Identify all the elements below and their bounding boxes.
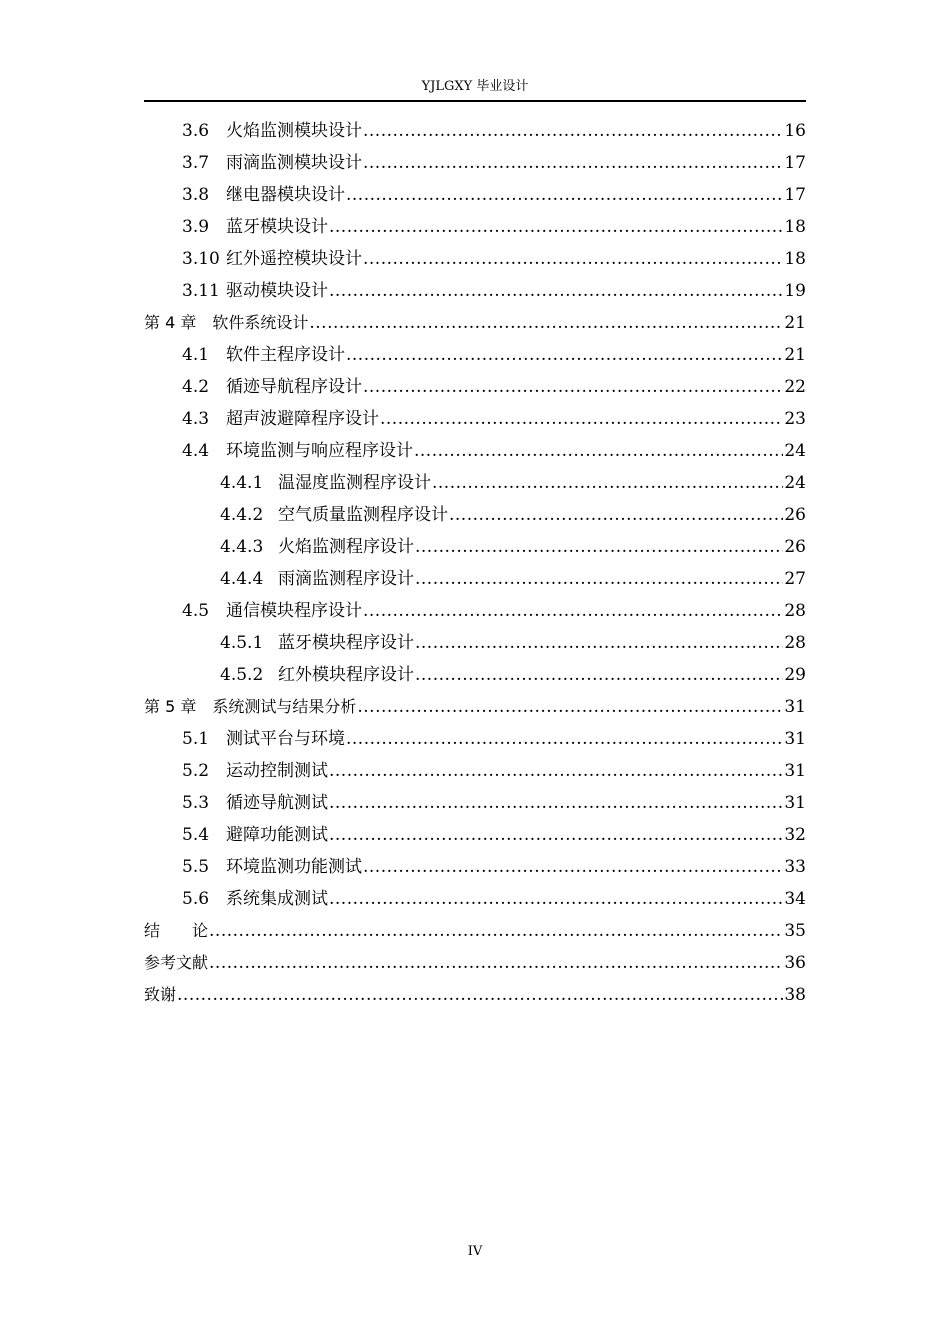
toc-section-title: 蓝牙模块程序设计: [278, 633, 414, 653]
toc-section-title: 运动控制测试: [226, 761, 328, 781]
toc-entry[interactable]: [144, 147, 806, 179]
toc-section-title: 蓝牙模块设计: [226, 217, 328, 237]
toc-section-number: 5.6: [182, 889, 210, 909]
toc-page-number: 31: [784, 761, 806, 781]
toc-entry[interactable]: [144, 947, 806, 979]
toc-page-number: 28: [784, 601, 806, 621]
toc-section-title: 超声波避障程序设计: [226, 409, 379, 429]
toc-dot-leader: [209, 947, 783, 979]
toc-section-title: 参考文献: [144, 953, 209, 972]
toc-section-title: 致谢: [144, 985, 177, 1004]
toc-section-title: 温湿度监测程序设计: [278, 473, 431, 493]
toc-page-number: 31: [784, 729, 806, 749]
toc-dot-leader: [329, 883, 783, 915]
toc-page-number: 22: [784, 377, 806, 397]
toc-dot-leader: [363, 147, 783, 179]
toc-entry[interactable]: [144, 179, 806, 211]
toc-entry[interactable]: [144, 691, 806, 723]
toc-page-number: 36: [784, 953, 806, 973]
toc-entry[interactable]: [144, 595, 806, 627]
toc-page-number: 16: [784, 121, 806, 141]
toc-entry[interactable]: [144, 115, 806, 147]
toc-entry[interactable]: [144, 851, 806, 883]
toc-section-title: 雨滴监测模块设计: [226, 153, 362, 173]
toc-page-number: 29: [784, 665, 806, 685]
toc-page-number: 31: [784, 793, 806, 813]
toc-section-number: 5.4: [182, 825, 210, 845]
toc-dot-leader: [380, 403, 783, 435]
toc-page-number: 26: [784, 505, 806, 525]
toc-entry[interactable]: [144, 467, 806, 499]
toc-section-number: 4.3: [182, 409, 210, 429]
toc-entry[interactable]: [144, 627, 806, 659]
toc-page-number: 18: [784, 217, 806, 237]
page-number: IV: [467, 1244, 483, 1259]
toc-dot-leader: [329, 211, 783, 243]
toc-entry[interactable]: [144, 403, 806, 435]
toc-section-title: 系统集成测试: [226, 889, 328, 909]
toc-dot-leader: [363, 115, 783, 147]
toc-dot-leader: [415, 659, 783, 691]
toc-section-title: 结 论: [144, 921, 209, 940]
toc-dot-leader: [415, 627, 783, 659]
toc-section-number: 4.4.1: [220, 473, 264, 493]
toc-entry[interactable]: [144, 211, 806, 243]
toc-dot-leader: [329, 755, 783, 787]
toc-section-title: 驱动模块设计: [226, 281, 328, 301]
toc-section-title: 软件主程序设计: [226, 345, 345, 365]
toc-section-number: 3.8: [182, 185, 210, 205]
toc-dot-leader: [177, 979, 783, 1011]
toc-page-number: 31: [784, 697, 806, 717]
toc-section-title: 环境监测功能测试: [226, 857, 362, 877]
toc-dot-leader: [329, 787, 783, 819]
toc-page-number: 17: [784, 185, 806, 205]
toc-entry[interactable]: [144, 339, 806, 371]
toc-section-number: 4.5.2: [220, 665, 264, 685]
toc-section-number: 4.5: [182, 601, 210, 621]
toc-section-number: 5.2: [182, 761, 210, 781]
toc-dot-leader: [346, 339, 783, 371]
toc-section-number: 3.6: [182, 121, 210, 141]
toc-dot-leader: [415, 563, 783, 595]
toc-section-number: 4.5.1: [220, 633, 264, 653]
toc-section-number: 4.1: [182, 345, 210, 365]
toc-section-number: 5.1: [182, 729, 210, 749]
toc-dot-leader: [329, 819, 783, 851]
toc-page-number: 33: [784, 857, 806, 877]
toc-dot-leader: [309, 307, 783, 339]
toc-dot-leader: [346, 723, 783, 755]
toc-page-number: 18: [784, 249, 806, 269]
toc-entry[interactable]: [144, 243, 806, 275]
toc-page-number: 17: [784, 153, 806, 173]
toc-entry[interactable]: [144, 563, 806, 595]
page-header: YJLGXY 毕业设计: [421, 79, 529, 94]
toc-dot-leader: [414, 435, 783, 467]
toc-section-number: 3.7: [182, 153, 210, 173]
toc-section-number: 4.4.4: [220, 569, 264, 589]
toc-entry[interactable]: [144, 531, 806, 563]
toc-dot-leader: [363, 595, 783, 627]
toc-section-title: 火焰监测程序设计: [278, 537, 414, 557]
toc-page-number: 26: [784, 537, 806, 557]
toc-section-title: 火焰监测模块设计: [226, 121, 362, 141]
toc-section-number: 3.11: [182, 281, 220, 301]
toc-section-title: 继电器模块设计: [226, 185, 345, 205]
toc-dot-leader: [363, 371, 783, 403]
toc-entry[interactable]: [144, 979, 806, 1011]
toc-section-title: 红外模块程序设计: [278, 665, 414, 685]
toc-entry[interactable]: [144, 659, 806, 691]
toc-entry[interactable]: [144, 819, 806, 851]
toc-dot-leader: [357, 691, 783, 723]
toc-page-number: 27: [784, 569, 806, 589]
toc-page-number: 35: [784, 921, 806, 941]
table-of-contents: [144, 115, 806, 1011]
toc-section-number: 5.3: [182, 793, 210, 813]
toc-dot-leader: [363, 243, 783, 275]
toc-section-title: 空气质量监测程序设计: [278, 505, 448, 525]
toc-section-title: 第 4 章 软件系统设计: [144, 313, 309, 332]
toc-entry[interactable]: [144, 499, 806, 531]
toc-entry[interactable]: [144, 915, 806, 947]
toc-dot-leader: [415, 531, 783, 563]
toc-section-title: 避障功能测试: [226, 825, 328, 845]
toc-section-title: 循迹导航测试: [226, 793, 328, 813]
toc-entry[interactable]: [144, 755, 806, 787]
toc-section-number: 4.4: [182, 441, 210, 461]
toc-page-number: 38: [784, 985, 806, 1005]
toc-section-number: 4.2: [182, 377, 210, 397]
toc-entry[interactable]: [144, 371, 806, 403]
toc-entry[interactable]: [144, 275, 806, 307]
header-rule: [144, 100, 806, 102]
toc-page-number: 21: [784, 345, 806, 365]
toc-entry[interactable]: [144, 723, 806, 755]
toc-page-number: 24: [784, 473, 806, 493]
toc-page-number: 19: [784, 281, 806, 301]
toc-entry[interactable]: [144, 435, 806, 467]
toc-page-number: 32: [784, 825, 806, 845]
toc-section-number: 3.9: [182, 217, 210, 237]
toc-section-number: 4.4.3: [220, 537, 264, 557]
toc-dot-leader: [209, 915, 783, 947]
toc-section-number: 4.4.2: [220, 505, 264, 525]
toc-section-title: 雨滴监测程序设计: [278, 569, 414, 589]
toc-section-number: 5.5: [182, 857, 210, 877]
toc-section-title: 第 5 章 系统测试与结果分析: [144, 697, 357, 716]
toc-dot-leader: [329, 275, 783, 307]
toc-section-title: 循迹导航程序设计: [226, 377, 362, 397]
toc-section-number: 3.10: [182, 249, 220, 269]
toc-dot-leader: [449, 499, 783, 531]
toc-entry[interactable]: [144, 307, 806, 339]
toc-section-title: 环境监测与响应程序设计: [226, 441, 413, 461]
toc-section-title: 红外遥控模块设计: [226, 249, 362, 269]
toc-dot-leader: [432, 467, 783, 499]
toc-page-number: 34: [784, 889, 806, 909]
toc-section-title: 通信模块程序设计: [226, 601, 362, 621]
toc-dot-leader: [346, 179, 783, 211]
toc-entry[interactable]: [144, 883, 806, 915]
toc-page-number: 24: [784, 441, 806, 461]
toc-page-number: 23: [784, 409, 806, 429]
toc-section-title: 测试平台与环境: [226, 729, 345, 749]
toc-page-number: 21: [784, 313, 806, 333]
toc-dot-leader: [363, 851, 783, 883]
toc-entry[interactable]: [144, 787, 806, 819]
toc-page-number: 28: [784, 633, 806, 653]
